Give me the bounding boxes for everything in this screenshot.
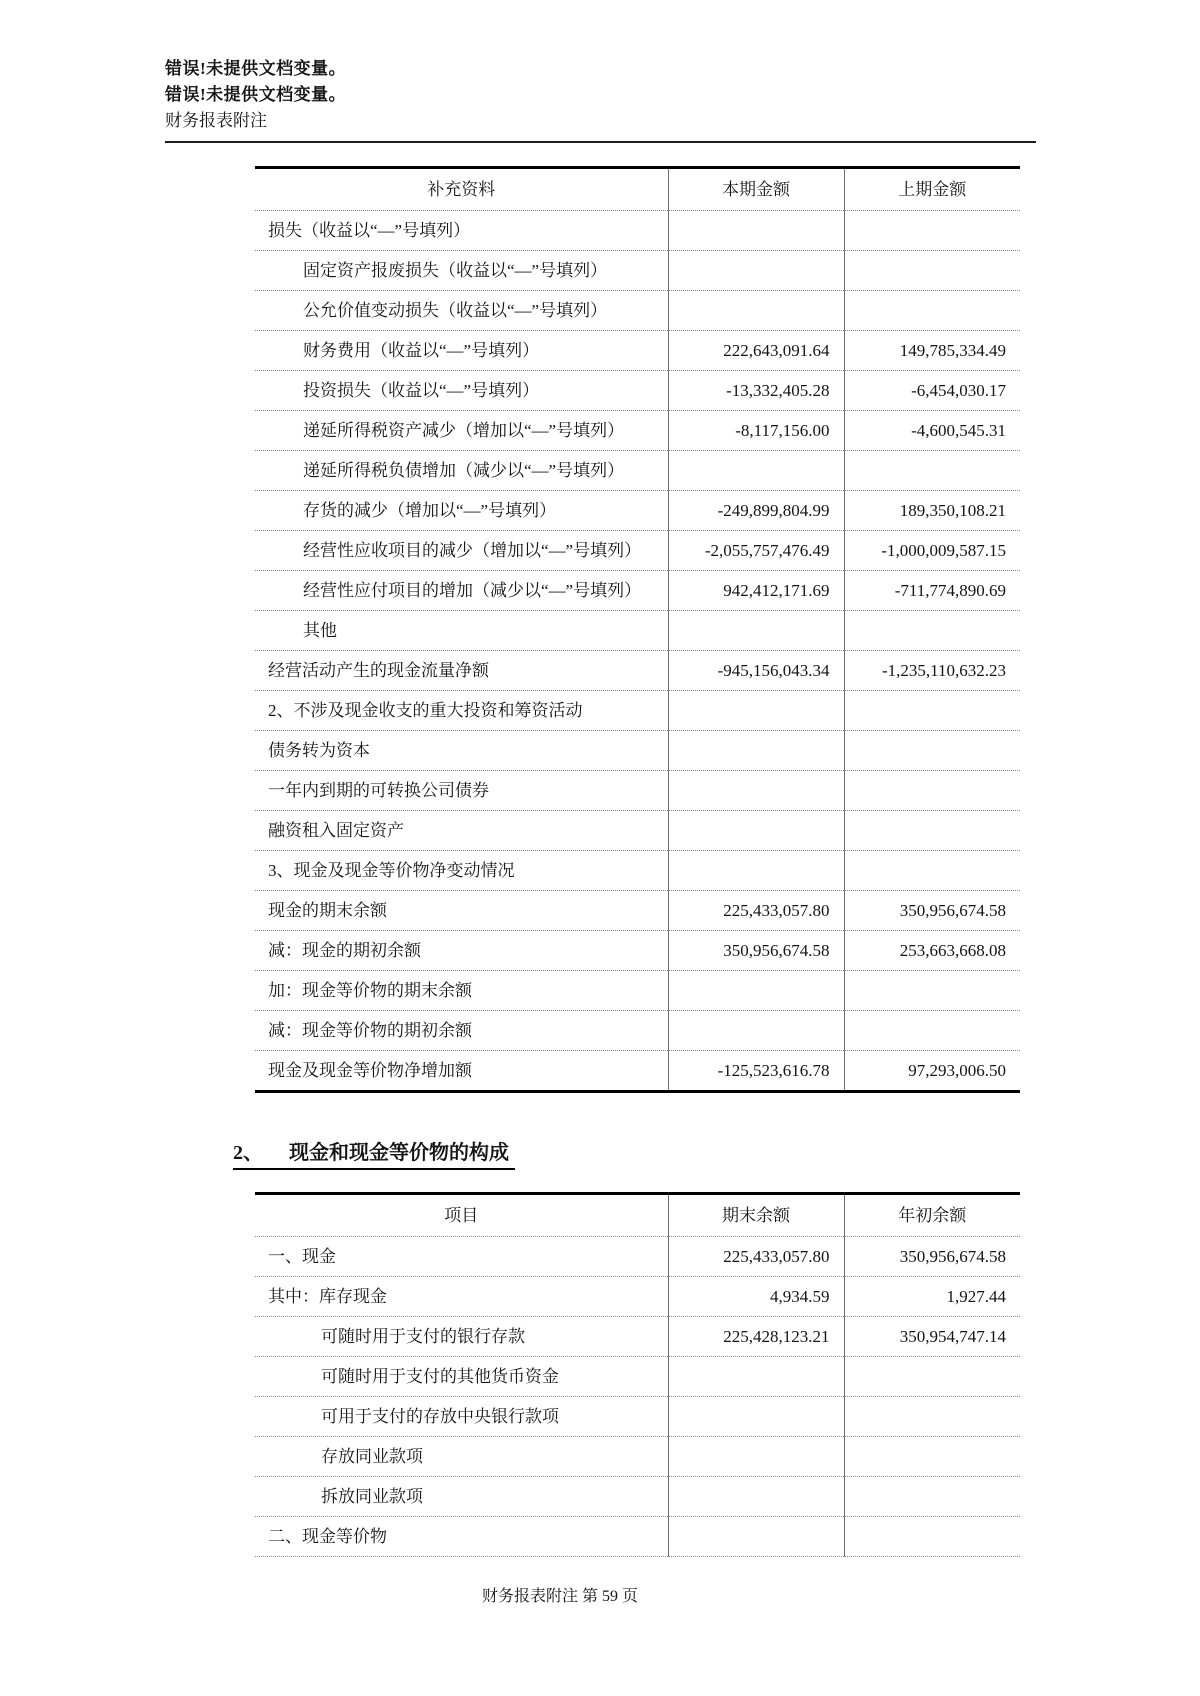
- column-header: 上期金额: [844, 168, 1020, 211]
- supplementary-table-body: [255, 211, 1020, 1092]
- current-amount-cell: [668, 451, 844, 491]
- prior-amount-cell: 97,293,006.50: [844, 1051, 1020, 1092]
- prior-amount-cell: [844, 1011, 1020, 1051]
- current-amount-cell: [668, 771, 844, 811]
- row-label-cell: 损失（收益以“—”号填列）: [255, 211, 668, 251]
- row-label-cell: 可随时用于支付的其他货币资金: [255, 1357, 668, 1397]
- prior-amount-cell: [844, 211, 1020, 251]
- prior-amount-cell: 350,954,747.14: [844, 1317, 1020, 1357]
- table-row: [255, 771, 1020, 811]
- row-label-cell: 存货的减少（增加以“—”号填列）: [255, 491, 668, 531]
- current-amount-cell: [668, 1397, 844, 1437]
- row-label-cell: 二、现金等价物: [255, 1517, 668, 1557]
- row-label-cell: 投资损失（收益以“—”号填列）: [255, 371, 668, 411]
- row-label-cell: 融资租入固定资产: [255, 811, 668, 851]
- table-row: [255, 811, 1020, 851]
- prior-amount-cell: 1,927.44: [844, 1277, 1020, 1317]
- current-amount-cell: [668, 291, 844, 331]
- supplementary-info-table: [255, 166, 1020, 1093]
- current-amount-cell: [668, 1517, 844, 1557]
- table-row: [255, 291, 1020, 331]
- row-label-cell: 其中：库存现金: [255, 1277, 668, 1317]
- prior-amount-cell: [844, 291, 1020, 331]
- current-amount-cell: [668, 1011, 844, 1051]
- table-row: [255, 1397, 1020, 1437]
- prior-amount-cell: [844, 771, 1020, 811]
- current-amount-cell: [668, 211, 844, 251]
- header-divider-rule: [165, 141, 1036, 143]
- current-amount-cell: -2,055,757,476.49: [668, 531, 844, 571]
- column-header: 项目: [255, 1194, 668, 1237]
- current-amount-cell: [668, 811, 844, 851]
- table-row: [255, 731, 1020, 771]
- prior-amount-cell: -4,600,545.31: [844, 411, 1020, 451]
- table-row: [255, 451, 1020, 491]
- section-number: 2、: [233, 1142, 263, 1164]
- row-label-cell: 现金及现金等价物净增加额: [268, 1061, 472, 1080]
- current-amount-cell: [668, 851, 844, 891]
- prior-amount-cell: [844, 811, 1020, 851]
- prior-amount-cell: [844, 1477, 1020, 1517]
- current-amount-cell: [668, 1477, 844, 1517]
- current-amount-cell: [668, 1437, 844, 1477]
- table-row: [255, 531, 1020, 571]
- current-amount-cell: [668, 1357, 844, 1397]
- row-label-cell: 拆放同业款项: [255, 1477, 668, 1517]
- header-row: [255, 168, 1020, 211]
- current-amount-cell: 225,433,057.80: [668, 1237, 844, 1277]
- row-label-cell: 递延所得税负债增加（减少以“—”号填列）: [255, 451, 668, 491]
- section-heading-cash-composition: [233, 1136, 515, 1170]
- footer-doc-label: 财务报表附注: [481, 1588, 578, 1605]
- row-label-cell: 债务转为资本: [255, 731, 668, 771]
- footer-page-number: 第 59 页: [582, 1588, 639, 1605]
- current-amount-cell: 942,412,171.69: [668, 571, 844, 611]
- row-label-cell: 公允价值变动损失（收益以“—”号填列）: [255, 291, 668, 331]
- current-amount-cell: -13,332,405.28: [668, 371, 844, 411]
- row-label-cell: 一年内到期的可转换公司债券: [255, 771, 668, 811]
- current-amount-cell: 350,956,674.58: [668, 931, 844, 971]
- row-label-cell: 现金的期末余额: [255, 891, 668, 931]
- header-error-line-1: 错误!未提供文档变量。: [165, 59, 347, 78]
- cash-table-body: [255, 1237, 1020, 1557]
- table-row: [255, 1051, 1020, 1092]
- prior-amount-cell: 189,350,108.21: [844, 491, 1020, 531]
- table-row: [255, 1317, 1020, 1357]
- header-row: [255, 1194, 1020, 1237]
- row-label-cell: 固定资产报废损失（收益以“—”号填列）: [255, 251, 668, 291]
- table-row: [255, 1277, 1020, 1317]
- header-subtitle: 财务报表附注: [165, 111, 267, 130]
- table-row: [255, 1011, 1020, 1051]
- current-amount-cell: -945,156,043.34: [668, 651, 844, 691]
- table-row: [255, 331, 1020, 371]
- row-label-cell: 2、不涉及现金收支的重大投资和筹资活动: [255, 691, 668, 731]
- table-row: [255, 491, 1020, 531]
- prior-amount-cell: [844, 251, 1020, 291]
- section-heading-text: [233, 1136, 515, 1170]
- prior-amount-cell: -1,000,009,587.15: [844, 531, 1020, 571]
- table-row: [255, 571, 1020, 611]
- table-row: [255, 1477, 1020, 1517]
- row-label-cell: 经营性应付项目的增加（减少以“—”号填列）: [255, 571, 668, 611]
- table-row: [255, 371, 1020, 411]
- prior-amount-cell: [844, 1517, 1020, 1557]
- row-label-cell: 财务费用（收益以“—”号填列）: [255, 331, 668, 371]
- row-label-cell: 存放同业款项: [255, 1437, 668, 1477]
- row-label-cell: 可随时用于支付的银行存款: [255, 1317, 668, 1357]
- row-label-cell: 递延所得税资产减少（增加以“—”号填列）: [255, 411, 668, 451]
- prior-amount-cell: [844, 691, 1020, 731]
- prior-amount-cell: 253,663,668.08: [844, 931, 1020, 971]
- current-amount-cell: [668, 731, 844, 771]
- cash-composition-table: [255, 1192, 1020, 1557]
- column-header: 年初余额: [844, 1194, 1020, 1237]
- row-label-cell: 其他: [255, 611, 668, 651]
- section-title: 现金和现金等价物的构成: [289, 1142, 509, 1164]
- prior-amount-cell: [844, 1397, 1020, 1437]
- prior-amount-cell: -1,235,110,632.23: [844, 651, 1020, 691]
- row-label-cell: 可用于支付的存放中央银行款项: [255, 1397, 668, 1437]
- current-amount-cell: -125,523,616.78: [668, 1051, 844, 1092]
- table-row: [255, 611, 1020, 651]
- current-amount-cell: [668, 971, 844, 1011]
- prior-amount-cell: [844, 451, 1020, 491]
- table-row: [255, 1437, 1020, 1477]
- table-row: [255, 931, 1020, 971]
- table-row: [255, 251, 1020, 291]
- column-header: 期末余额: [668, 1194, 844, 1237]
- supplementary-table-head: [255, 168, 1020, 211]
- prior-amount-cell: 149,785,334.49: [844, 331, 1020, 371]
- prior-amount-cell: -711,774,890.69: [844, 571, 1020, 611]
- prior-amount-cell: [844, 611, 1020, 651]
- current-amount-cell: [668, 251, 844, 291]
- table-row: [255, 1357, 1020, 1397]
- prior-amount-cell: 350,956,674.58: [844, 891, 1020, 931]
- current-amount-cell: -249,899,804.99: [668, 491, 844, 531]
- table-row: [255, 1237, 1020, 1277]
- table-row: [255, 971, 1020, 1011]
- prior-amount-cell: [844, 971, 1020, 1011]
- current-amount-cell: [668, 611, 844, 651]
- current-amount-cell: [668, 691, 844, 731]
- header-error-line-2: 错误!未提供文档变量。: [165, 85, 347, 104]
- prior-amount-cell: [844, 1437, 1020, 1477]
- table-row: [255, 651, 1020, 691]
- current-amount-cell: 225,433,057.80: [668, 891, 844, 931]
- table-row: [255, 851, 1020, 891]
- cash-table-head: [255, 1194, 1020, 1237]
- row-label-cell: 经营活动产生的现金流量净额: [255, 651, 668, 691]
- current-amount-cell: 222,643,091.64: [668, 331, 844, 371]
- table-row: [255, 891, 1020, 931]
- document-header: [165, 56, 346, 134]
- prior-amount-cell: [844, 1357, 1020, 1397]
- table-row: [255, 411, 1020, 451]
- prior-amount-cell: [844, 731, 1020, 771]
- column-header: 补充资料: [255, 168, 668, 211]
- current-amount-cell: 4,934.59: [668, 1277, 844, 1317]
- current-amount-cell: 225,428,123.21: [668, 1317, 844, 1357]
- prior-amount-cell: -6,454,030.17: [844, 371, 1020, 411]
- row-label-cell: 经营性应收项目的减少（增加以“—”号填列）: [255, 531, 668, 571]
- table-row: [255, 691, 1020, 731]
- current-amount-cell: -8,117,156.00: [668, 411, 844, 451]
- prior-amount-cell: [844, 851, 1020, 891]
- row-label-cell: 减：现金的期初余额: [255, 931, 668, 971]
- table-row: [255, 1517, 1020, 1557]
- row-label-cell: 一、现金: [255, 1237, 668, 1277]
- row-label-cell: 减：现金等价物的期初余额: [255, 1011, 668, 1051]
- page-footer: [165, 1583, 955, 1606]
- table-row: [255, 211, 1020, 251]
- row-label-cell: 加：现金等价物的期末余额: [255, 971, 668, 1011]
- prior-amount-cell: 350,956,674.58: [844, 1237, 1020, 1277]
- row-label-cell: 3、现金及现金等价物净变动情况: [255, 851, 668, 891]
- column-header: 本期金额: [668, 168, 844, 211]
